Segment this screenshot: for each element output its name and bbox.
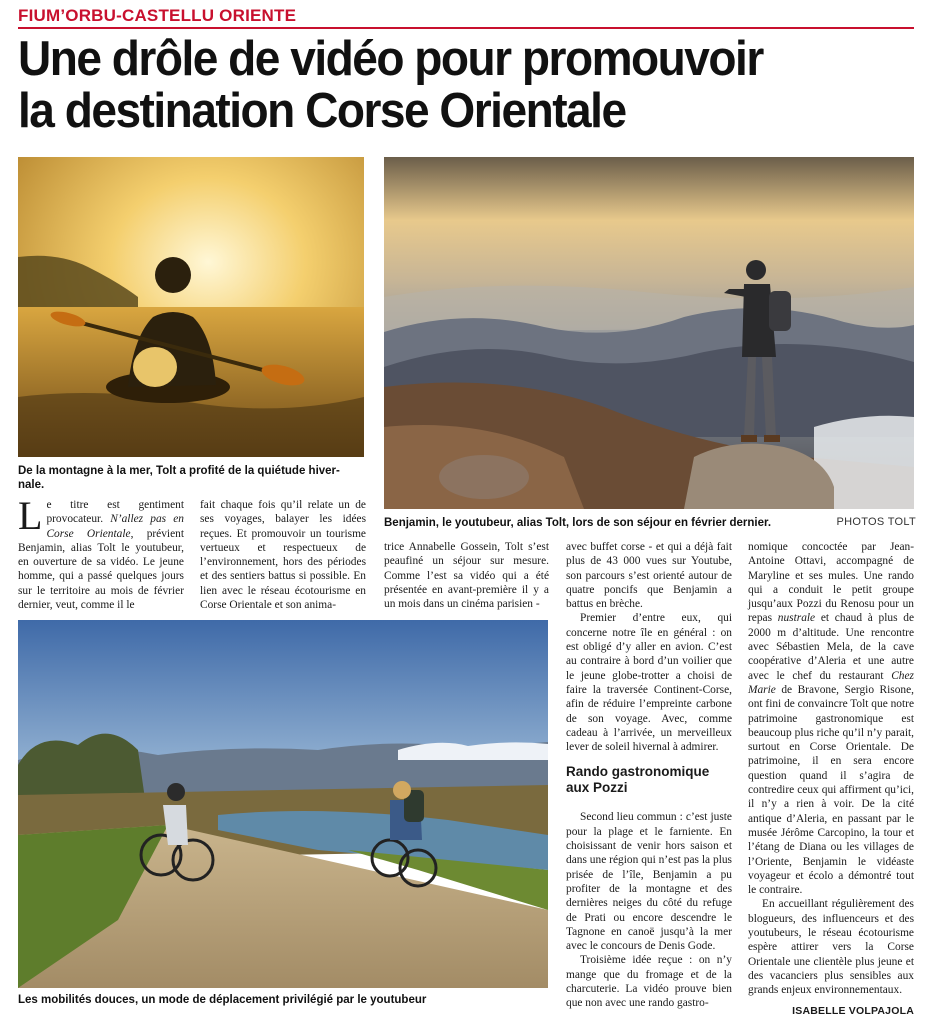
mountain-photo-caption: Benjamin, le youtubeur, alias Tolt, lors de son séjour en février dernier. xyxy=(384,517,772,529)
article-lead-paragraph: Le titre est gentiment provocateur. N’allez pas en Corse Orientale, prévient Benjamin, alias Tolt le youtubeur, en ouverture de sa vidéo. Le jeune homme, qui a passé quelques jours sur le territoire au mois de février dernier, veut, comme il le xyxy=(18,493,185,612)
kayak-photo-caption: De la montagne à la mer, Tolt a profité de la quiétude hiver- nale. xyxy=(18,465,340,491)
section-rubric: FIUM’ORBU-CASTELLU ORIENTE xyxy=(18,6,297,25)
headline-line-2: la destination Corse Orientale xyxy=(18,84,626,138)
article-column-1 xyxy=(18,493,185,612)
article-column-4: avec buffet corse - et qui a déjà fait plus de 43 000 vues sur Youtube, son parcours s’est orienté autour de quatre poncifs que Benjamin a battus en brèche. Premier d’entre eux, qui concerne notre île en général : on est obligé d’y aller en avion. C’est au contraire à bord d’un voilier que le jeune globe-trotter a choisi de faire la traversée Continent-Corse, afin de réduire l’empreinte carbone de son voyage. Avec, comme cadeau à l’arrivée, un merveilleux lever de soleil hivernal à admirer. Rando gastronomique aux Pozzi Second lieu commun : c’est juste pour la plage et le farniente. En choisissant de venir hors saison et dans une région qui n’est pas la plus prisée de l’île, Benjamin a pu profiter de la montagne et des dernières neiges du côté du refuge de Prati ou encore descendre le Tagnone en canoë jusqu’à la mer avec le concours de Denis Gode. Troisième idée reçue : on n’y mange que du fromage et de la charcuterie. La vidéo prouve bien que non avec une rando gastro- xyxy=(566,541,732,1010)
author-signature: ISABELLE VOLPAJOLA xyxy=(792,1004,914,1017)
drop-cap: L xyxy=(18,493,43,538)
bikes-photo xyxy=(18,620,548,988)
headline-line-1: Une drôle de vidéo pour promouvoir xyxy=(18,32,763,86)
article-column-3: trice Annabelle Gossein, Tolt s’est peaufiné un séjour sur mesure. Comme l’est sa vidéo qui a été présentée en avant-première il y a un mois dans un cinéma parisien - xyxy=(384,541,549,611)
article-column-2: fait chaque fois qu’il relate un de ses voyages, balayer les idées reçues. Et promouvoir un tourisme vertueux et respectueux de l’environnement, hors des périodes et des sentiers battus si possible. En lien avec le réseau écotourisme en Corse Orientale et son anima- xyxy=(200,499,366,612)
video-title: N’allez pas en Corse Orientale xyxy=(46,513,184,540)
rubric-divider xyxy=(18,27,914,29)
photo-credit: PHOTOS TOLT xyxy=(836,516,916,528)
article-headline xyxy=(18,33,864,137)
article-column-5: nomique concoctée par Jean-Antoine Ottavi, accompagné de Maryline et ses mules. Une rando qui a conduit le petit groupe jusqu’aux Pozzi du Renosu pour un repas nustrale et chaud à plus de 2000 m d’altitude. Une rencontre avec Sébastien Mela, de la cave coopérative d’Aleria et une autre avec le chef du restaurant Chez Marie de Bravone, Sergio Risone, ont fini de convaincre Tolt que notre patrimoine gastronomique est beaucoup plus riche qu’il n’y parait, surtout en Corse Orientale. De patrimoine, il en sera encore question quand il s’agira de contredire ceux qui affirment qu’ici, il n’y a rien à voir. De la cité antique d’Aleria, en passant par le musée Jérôme Carcopino, la tour et l’étang de Diana ou les villages de l’Oriente, Benjamin le vidéaste voyageur et écolo a démontré tout le contraire. En accueillant régulièrement des blogueurs, des influenceurs et des youtubeurs, le réseau écotourisme espère attirer vers la Corse Orientale une clientèle plus jeune et des vacanciers plus sensibles aux grands enjeux environnementaux. ISABELLE VOLPAJOLA xyxy=(748,541,915,1017)
kayak-photo xyxy=(18,157,364,457)
article-subhead: Rando gastronomique aux Pozzi xyxy=(566,764,710,796)
bikes-photo-caption: Les mobilités douces, un mode de déplacement privilégié par le youtubeur xyxy=(18,994,427,1006)
mountain-photo xyxy=(384,157,914,509)
